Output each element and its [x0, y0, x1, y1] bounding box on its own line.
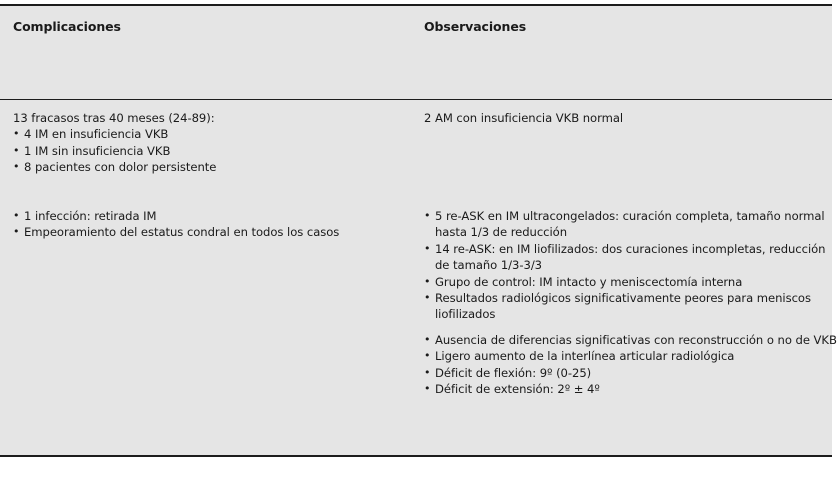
list-item: • Ausencia de diferencias significativas con reconstrucción o no de VKB	[424, 332, 824, 348]
table-row	[13, 208, 413, 241]
table-bottom-rule	[0, 455, 832, 457]
list-item: • 1 IM sin insuficiencia VKB	[13, 143, 413, 159]
data-table	[0, 4, 837, 457]
bullet-list	[424, 208, 837, 397]
list-item: • 1 infección: retirada IM	[13, 208, 413, 224]
list-item: • 4 IM en insuficiencia VKB	[13, 126, 413, 142]
bullet-list	[13, 126, 413, 175]
list-item: • Resultados radiológicos significativamente peores para meniscos liofilizados	[424, 290, 827, 323]
table-row	[424, 208, 837, 397]
bullet-list	[13, 208, 413, 241]
row-intro-text: 2 AM con insuficiencia VKB normal	[424, 111, 624, 125]
list-item: • Grupo de control: IM intacto y meniscectomía interna	[424, 274, 824, 290]
table-body	[0, 100, 837, 455]
list-item: • Déficit de flexión: 9º (0-25)	[424, 365, 824, 381]
column-header-complicaciones: Complicaciones	[13, 19, 121, 34]
list-item: • Déficit de extensión: 2º ± 4º	[424, 381, 824, 397]
table-row	[424, 110, 824, 126]
list-item: • Ligero aumento de la interlínea articular radiológica	[424, 348, 824, 364]
list-item: • 14 re-ASK: en IM liofilizados: dos curaciones incompletas, reducción de tamaño 1/3-3/3	[424, 241, 833, 274]
column-header-observaciones: Observaciones	[424, 19, 527, 34]
row-intro-text: 13 fracasos tras 40 meses (24-89):	[13, 111, 215, 125]
list-item: • Empeoramiento del estatus condral en todos los casos	[13, 224, 413, 240]
list-item: • 5 re-ASK en IM ultracongelados: curación completa, tamaño normal hasta 1/3 de reducción	[424, 208, 827, 241]
table-header-row	[0, 6, 832, 99]
table-row	[13, 110, 413, 176]
list-item: • 8 pacientes con dolor persistente	[13, 159, 413, 175]
